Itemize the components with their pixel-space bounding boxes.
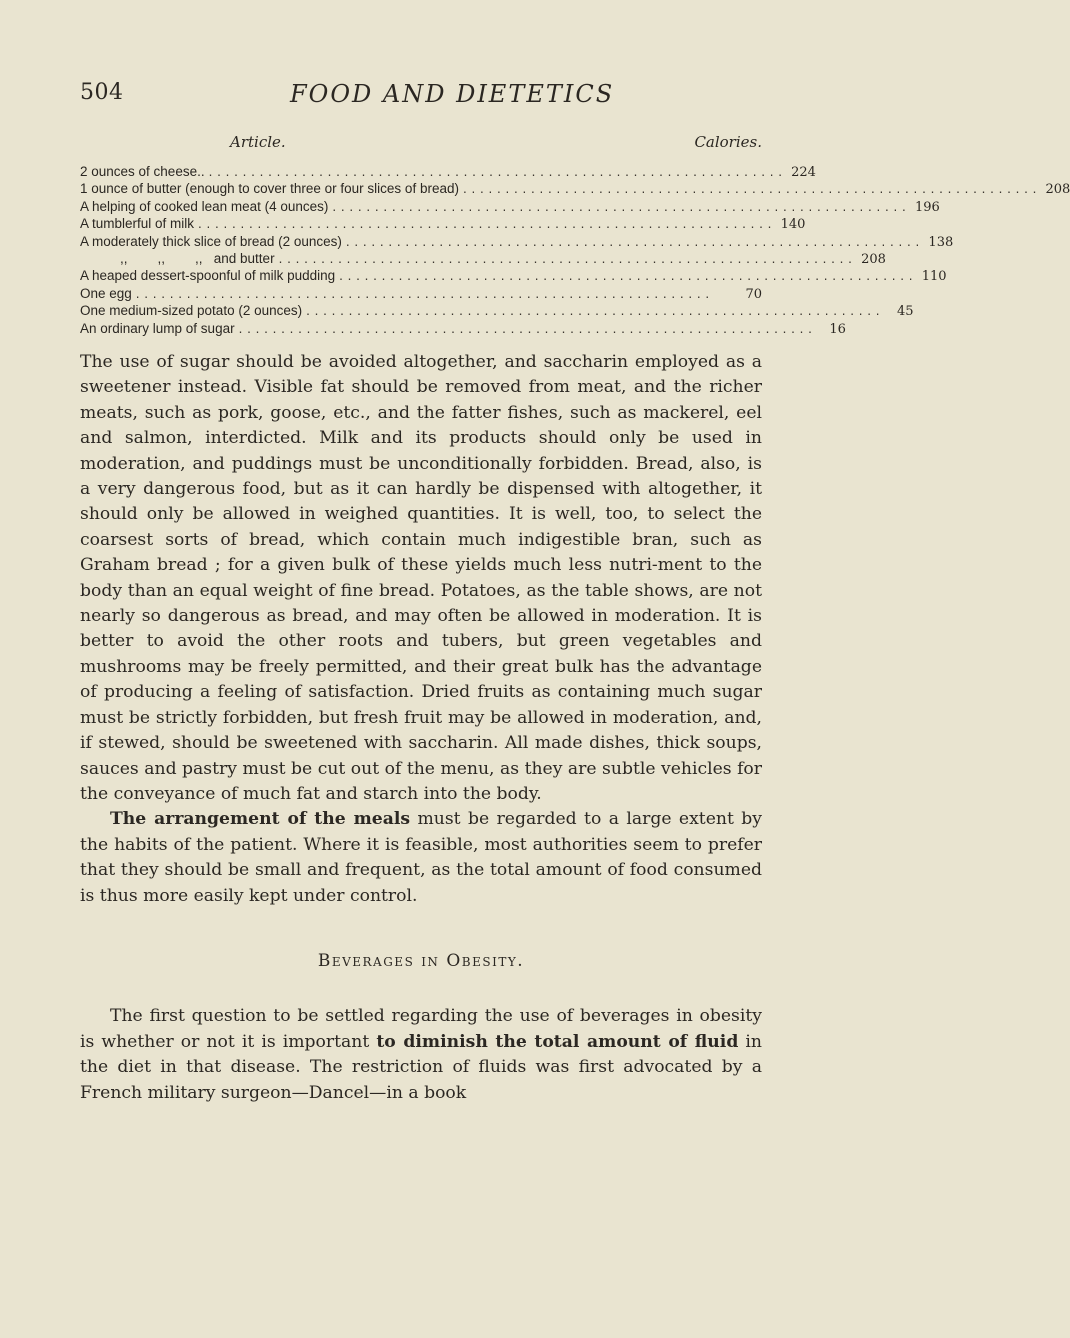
row-calories: 16	[829, 321, 846, 337]
table-row	[80, 233, 954, 250]
paragraph-text: in the diet in that disease. The restriction of fluids was first advocated by a French military surgeon—Dancel—in a book	[80, 1031, 762, 1103]
running-title: FOOD AND DIETETICS	[290, 80, 615, 108]
row-calories: 110	[921, 269, 947, 285]
table-row	[80, 198, 940, 215]
paragraph-text: must be regarded to a large extent by the habits of the patient. Where it is feasible, most authorities seem to prefer that they should be small and frequent, as the total amount of food consumed is thus more easily kept under control.	[80, 809, 762, 906]
dot-leader	[302, 302, 879, 319]
dot-leader	[132, 285, 728, 302]
row-item: 2 ounces of cheese..	[80, 164, 205, 179]
table-row	[80, 250, 886, 267]
row-item: A moderately thick slice of bread (2 ounces)	[80, 233, 342, 249]
row-item: A tumblerful of milk	[80, 216, 195, 232]
paragraph-beverages	[80, 1004, 762, 1106]
row-calories: 70	[745, 286, 762, 302]
table-row	[80, 180, 1070, 198]
table-row	[80, 285, 762, 302]
table-row	[80, 267, 947, 285]
dot-leader	[459, 180, 1036, 197]
row-item: One medium-sized potato (2 ounces)	[80, 303, 303, 319]
row-calories: 196	[914, 199, 940, 215]
dot-leader	[335, 267, 912, 284]
row-item: An ordinary lump of sugar	[80, 320, 235, 336]
row-calories: 138	[928, 234, 954, 250]
dot-leader	[205, 163, 782, 180]
table-header	[80, 133, 762, 155]
paragraph-meal-arrangement	[80, 807, 762, 909]
table-row	[80, 302, 914, 320]
row-calories: 140	[780, 217, 806, 233]
table-row	[80, 320, 846, 337]
row-calories: 208	[1045, 182, 1070, 198]
dot-leader	[275, 250, 852, 267]
body-text	[80, 350, 762, 1106]
row-calories: 45	[896, 304, 914, 320]
paragraph-emphasis: to diminish the total amount of fluid	[376, 1031, 739, 1052]
row-item: ,, ,, ,, and butter	[120, 250, 275, 266]
paragraph-sugar-and-diet: The use of sugar should be avoided altogether, and saccharin employed as a sweetener instead. Visible fat should be removed from meat, and the richer meats, such as pork, goose, etc., and the fatter fishes, such as mackerel, eel and salmon, interdicted. Milk and its products should only be used in moderation, and puddings must be unconditionally forbidden. Bread, also, is a very dangerous food, but as it can hardly be dispensed with altogether, it should only be allowed in weighed quantities. It is well, too, to select the coarsest sorts of bread, which contain much indigestible bran, such as Graham bread ; for a given bulk of these yields much less nutri-ment to the body than an equal weight of fine bread. Potatoes, as the table shows, are not nearly so dangerous as bread, and may often be allowed in moderation. It is better to avoid the other roots and tubers, but green vegetables and mushrooms may be freely permitted, and their great bulk has the advantage of producing a feeling of satisfaction. Dried fruits as containing much sugar must be strictly forbidden, but fresh fruit may be allowed in moderation, and, if stewed, should be sweetened with saccharin. All made dishes, thick soups, sauces and pastry must be cut out of the menu, as they are subtle vehicles for the conveyance of much fat and starch into the body.	[80, 352, 762, 804]
section-heading: Beverages in Obesity.	[317, 950, 525, 971]
dot-leader	[194, 215, 771, 232]
table-row	[80, 215, 806, 233]
paragraph-lead: The arrangement of the meals	[110, 809, 411, 830]
table-row	[80, 163, 816, 180]
page-number: 504	[80, 80, 124, 105]
dot-leader	[235, 320, 812, 337]
column-header-article: Article.	[230, 133, 286, 151]
paragraph-text: The first question to be settled regarding the use of beverages in obesity is whether or not it is important	[80, 1006, 762, 1052]
row-item: A helping of cooked lean meat (4 ounces)	[80, 198, 329, 214]
row-calories: 208	[861, 251, 886, 267]
row-calories: 224	[791, 165, 816, 180]
row-item: One egg	[80, 285, 132, 301]
row-item: 1 ounce of butter (enough to cover three or four slices of bread)	[80, 181, 459, 197]
column-header-calories: Calories.	[694, 133, 762, 151]
dot-leader	[342, 233, 919, 250]
row-item: A heaped dessert-spoonful of milk pudding	[80, 268, 336, 284]
dot-leader	[328, 198, 905, 215]
running-head	[80, 80, 760, 116]
calorie-table	[80, 163, 1070, 337]
